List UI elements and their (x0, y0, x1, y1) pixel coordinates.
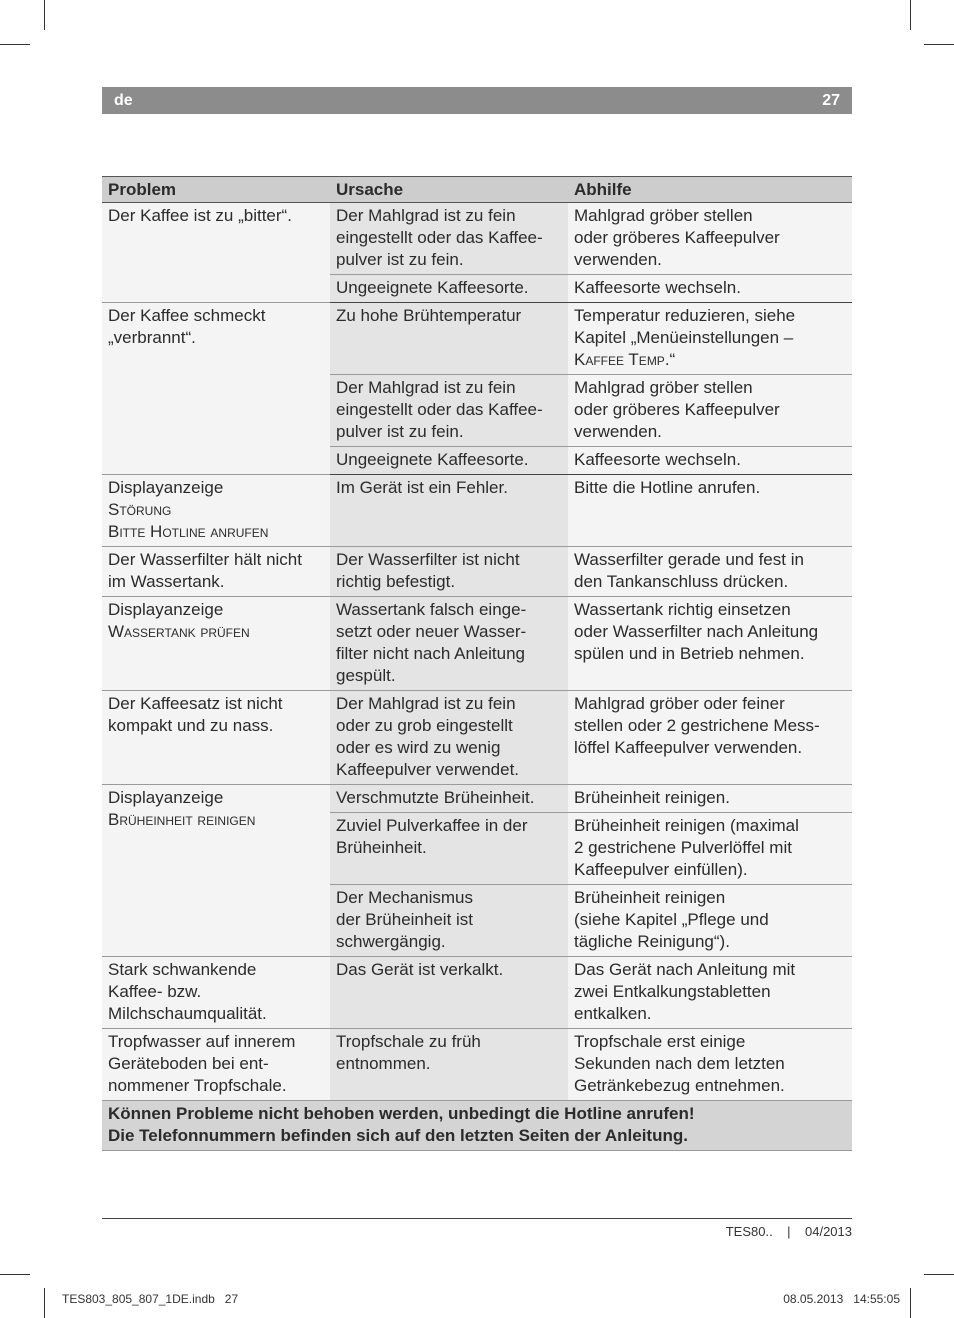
model-number: TES80.. (725, 1224, 773, 1239)
table-row (102, 203, 852, 275)
remedy-cell: Brüheinheit reinigen (siehe Kapitel „Pflege und tägliche Reinigung“). (568, 885, 852, 957)
cause-cell: Verschmutzte Brüheinheit. (330, 785, 568, 813)
cause-cell: Ungeeignete Kaffeesorte. (330, 275, 568, 303)
cause-cell: Der Mechanismus der Brüheinheit ist schwergängig. (330, 885, 568, 957)
column-header-remedy: Abhilfe (568, 177, 852, 203)
crop-mark (910, 1288, 911, 1318)
remedy-cell: Mahlgrad gröber oder feiner stellen oder 2 gestrichene Mess- löffel Kaffeepulver verwenden. (568, 691, 852, 785)
crop-mark (44, 0, 45, 30)
document-id (726, 1224, 852, 1239)
remedy-cell: Mahlgrad gröber stellen oder gröberes Kaffeepulver verwenden. (568, 203, 852, 275)
cause-cell: Der Mahlgrad ist zu fein eingestellt oder das Kaffee- pulver ist zu fein. (330, 203, 568, 275)
footer-separator: | (787, 1224, 791, 1239)
remedy-cell: Brüheinheit reinigen. (568, 785, 852, 813)
remedy-text: Temperatur reduzieren, siehe Kapitel „Menüeinstellungen – (574, 306, 796, 347)
remedy-cell: Wassertank richtig einsetzen oder Wasserfilter nach Anleitung spülen und in Betrieb nehmen. (568, 597, 852, 691)
problem-text: Displayanzeige (108, 600, 224, 619)
remedy-cell: Tropfschale erst einige Sekunden nach dem letzten Getränkebezug entnehmen. (568, 1029, 852, 1101)
table-footer-row (102, 1101, 852, 1151)
cause-cell: Der Wasserfilter ist nicht richtig befestigt. (330, 547, 568, 597)
problem-text: Displayanzeige (108, 788, 224, 807)
hotline-note: Können Probleme nicht behoben werden, unbedingt die Hotline anrufen! Die Telefonnummern befinden sich auf den letzten Seiten der Anleitung. (102, 1101, 852, 1151)
problem-cell: Der Wasserfilter hält nicht im Wassertank. (102, 547, 330, 597)
print-slug-file: TES803_805_807_1DE.indb 27 (62, 1292, 239, 1306)
footer-divider (102, 1218, 852, 1219)
page-header (102, 87, 852, 114)
cause-cell: Wassertank falsch einge- setzt oder neuer Wasser- filter nicht nach Anleitung gespült. (330, 597, 568, 691)
crop-mark (0, 1274, 30, 1275)
cause-cell: Zuviel Pulverkaffee in der Brüheinheit. (330, 813, 568, 885)
display-message: Brüheinheit reinigen (108, 810, 256, 829)
column-header-problem: Problem (102, 177, 330, 203)
print-slug-timestamp: 08.05.2013 14:55:05 (783, 1292, 900, 1306)
column-header-cause: Ursache (330, 177, 568, 203)
troubleshooting-table (102, 176, 852, 1151)
remedy-cell: Brüheinheit reinigen (maximal 2 gestrichene Pulverlöffel mit Kaffeepulver einfüllen). (568, 813, 852, 885)
problem-cell (102, 785, 330, 957)
table-row (102, 1029, 852, 1101)
problem-cell: Der Kaffeesatz ist nicht kompakt und zu nass. (102, 691, 330, 785)
remedy-cell: Kaffeesorte wechseln. (568, 447, 852, 475)
crop-mark (924, 1274, 954, 1275)
remedy-cell: Mahlgrad gröber stellen oder gröberes Kaffeepulver verwenden. (568, 375, 852, 447)
cause-cell: Im Gerät ist ein Fehler. (330, 475, 568, 547)
cause-cell: Zu hohe Brühtemperatur (330, 303, 568, 375)
table-row (102, 691, 852, 785)
crop-mark (0, 44, 30, 45)
table-row (102, 785, 852, 813)
remedy-cell (568, 303, 852, 375)
problem-cell: Der Kaffee schmeckt „verbrannt“. (102, 303, 330, 475)
display-message: Störung Bitte Hotline anrufen (108, 500, 269, 541)
remedy-cell: Kaffeesorte wechseln. (568, 275, 852, 303)
remedy-cell: Wasserfilter gerade und fest in den Tankanschluss drücken. (568, 547, 852, 597)
cause-cell: Der Mahlgrad ist zu fein oder zu grob eingestellt oder es wird zu wenig Kaffeepulver verwendet. (330, 691, 568, 785)
crop-mark (924, 44, 954, 45)
problem-cell: Der Kaffee ist zu „bitter“. (102, 203, 330, 303)
table-row (102, 597, 852, 691)
crop-mark (910, 0, 911, 30)
problem-text: Displayanzeige (108, 478, 224, 497)
table-row (102, 547, 852, 597)
display-message: Wassertank prüfen (108, 622, 250, 641)
table-header-row (102, 177, 852, 203)
page-number: 27 (822, 92, 840, 109)
table-row (102, 303, 852, 375)
table-row (102, 957, 852, 1029)
problem-cell: Tropfwasser auf innerem Geräteboden bei ent- nommener Tropfschale. (102, 1029, 330, 1101)
problem-cell: Stark schwankende Kaffee- bzw. Milchschaumqualität. (102, 957, 330, 1029)
problem-cell (102, 597, 330, 691)
remedy-cell: Bitte die Hotline anrufen. (568, 475, 852, 547)
cause-cell: Der Mahlgrad ist zu fein eingestellt oder das Kaffee- pulver ist zu fein. (330, 375, 568, 447)
cause-cell: Ungeeignete Kaffeesorte. (330, 447, 568, 475)
menu-option-label: Kaffee Temp. (574, 350, 670, 369)
edition-date: 04/2013 (805, 1224, 852, 1239)
table-row (102, 475, 852, 547)
closing-quote: “ (669, 350, 676, 369)
cause-cell: Das Gerät ist verkalkt. (330, 957, 568, 1029)
language-label: de (114, 92, 133, 109)
cause-cell: Tropfschale zu früh entnommen. (330, 1029, 568, 1101)
crop-mark (44, 1288, 45, 1318)
problem-cell (102, 475, 330, 547)
remedy-cell: Das Gerät nach Anleitung mit zwei Entkalkungstabletten entkalken. (568, 957, 852, 1029)
